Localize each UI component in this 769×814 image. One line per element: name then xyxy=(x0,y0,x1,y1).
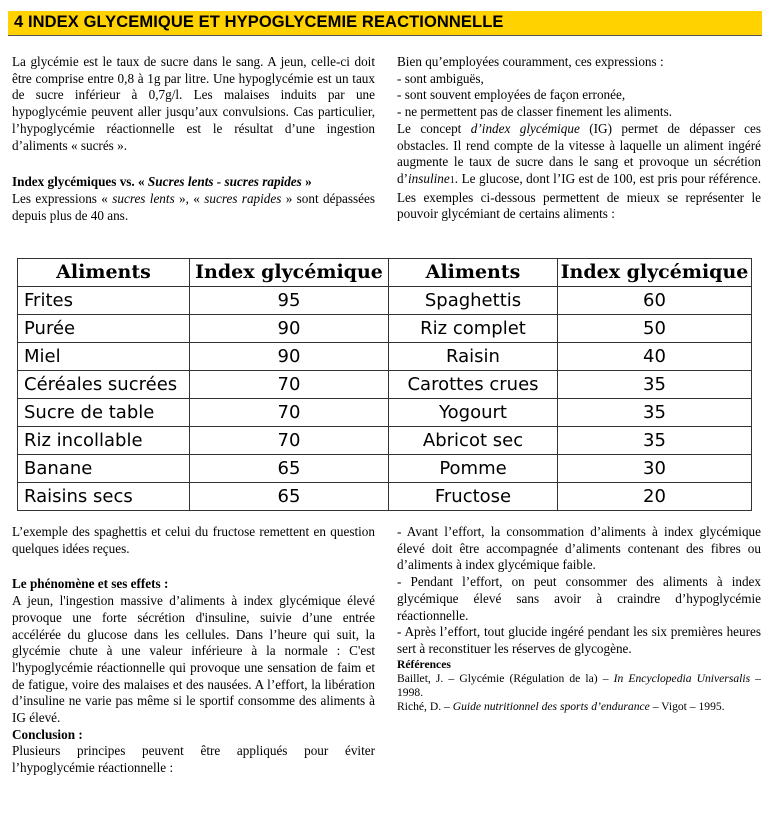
conclusion-heading: Conclusion : xyxy=(12,726,83,742)
table-row xyxy=(18,371,752,399)
food-cell: Fructose xyxy=(389,483,558,511)
intro-paragraph: La glycémie est le taux de sucre dans le sang. A jeun, celle-ci doit être comprise entre 0,8 à 1g par litre. Une hypoglycémie est un taux de sucre inférieur à 0,7g/l. Les malaises induits par une hypoglycémie peuvent aller jusqu’aux convulsions. Cas particulier, l’hypoglycémie réactionnelle est le résultat d’une ingestion d’aliments « sucrés ». xyxy=(12,54,375,153)
text-italic: sucres lents xyxy=(112,190,175,206)
list-item: - sont souvent employées de façon erronée, xyxy=(397,87,626,103)
list-item: - ne permettent pas de classer finement les aliments. xyxy=(397,104,673,120)
intro-right-column xyxy=(397,54,761,223)
table-row xyxy=(18,315,752,343)
header-index: Index glycémique xyxy=(190,259,389,287)
header-aliments: Aliments xyxy=(389,259,558,287)
index-cell: 95 xyxy=(190,287,389,315)
references-heading: Références xyxy=(397,657,451,671)
table-row xyxy=(18,399,752,427)
index-cell: 90 xyxy=(190,315,389,343)
food-cell: Raisin xyxy=(389,343,558,371)
food-cell: Frites xyxy=(18,287,190,315)
list-item: - sont ambiguës, xyxy=(397,70,484,86)
right-lead: Bien qu’employées couramment, ces expressions : xyxy=(397,54,664,69)
text-italic: In Encyclopedia Universalis xyxy=(613,671,751,685)
table-row xyxy=(18,287,752,315)
text-part: Les expressions « xyxy=(12,190,113,206)
table-row xyxy=(18,427,752,455)
food-cell: Pomme xyxy=(389,455,558,483)
index-cell: 35 xyxy=(558,399,752,427)
table-row xyxy=(18,343,752,371)
table-row xyxy=(18,483,752,511)
section-heading-sucres xyxy=(12,174,375,191)
index-cell: 40 xyxy=(558,343,752,371)
header-aliments: Aliments xyxy=(18,259,190,287)
index-cell: 35 xyxy=(558,371,752,399)
index-cell: 35 xyxy=(558,427,752,455)
heading-italic: Sucres lents - sucres rapides xyxy=(147,174,302,190)
text-part: Le concept xyxy=(397,120,471,136)
text-italic: Guide nutritionnel des sports d’endurance xyxy=(452,700,650,714)
references-block xyxy=(397,658,761,715)
text-part: – 1998. xyxy=(397,671,761,700)
index-cell: 50 xyxy=(558,315,752,343)
text-part: Riché, D. – xyxy=(397,700,453,714)
food-cell: Carottes crues xyxy=(389,371,558,399)
index-cell: 90 xyxy=(190,343,389,371)
food-cell: Riz incollable xyxy=(18,427,190,455)
title-banner xyxy=(8,11,762,36)
reference-item xyxy=(397,700,761,714)
food-cell: Céréales sucrées xyxy=(18,371,190,399)
food-cell: Riz complet xyxy=(389,315,558,343)
index-cell: 60 xyxy=(558,287,752,315)
glycemic-index-table xyxy=(17,258,752,511)
section-paragraph-sucres xyxy=(12,191,375,224)
reference-item xyxy=(397,672,761,700)
bottom-right-column xyxy=(397,524,761,714)
index-cell: 30 xyxy=(558,455,752,483)
bottom-left-column xyxy=(12,524,375,777)
food-cell: Banane xyxy=(18,455,190,483)
table-row xyxy=(18,455,752,483)
food-cell: Yogourt xyxy=(389,399,558,427)
food-cell: Spaghettis xyxy=(389,287,558,315)
intro-left-column xyxy=(12,54,375,224)
phenomenon-heading: Le phénomène et ses effets : xyxy=(12,576,169,592)
phenomenon-paragraph: A jeun, l'ingestion massive d’aliments à index glycémique élevé provoque une forte sécrétion d'insuline, suivie d’une entrée accélérée du glucose dans les cellules. Dans l’heure qui suit, la glycémie chute à une valeur inférieure à la normale : C'est l'hypoglycémie réactionnelle qui provoque une sensation de faim et de fatigue, voire des malaises et des nausées. A l’effort, la libération d’insuline ne varie pas même si le sportif consomme des aliments à IG élevé. xyxy=(12,593,375,726)
index-cell: 70 xyxy=(190,371,389,399)
food-cell: Miel xyxy=(18,343,190,371)
conclusion-paragraph: Plusieurs principes peuvent être appliqués pour éviter l’hypoglycémie réactionnelle : xyxy=(12,743,375,776)
text-italic: sucres rapides xyxy=(204,190,282,206)
text-part: – Vigot – 1995. xyxy=(649,700,725,714)
food-cell: Purée xyxy=(18,315,190,343)
heading-prefix: Index glycémiques vs. « xyxy=(12,174,148,190)
header-index: Index glycémique xyxy=(558,259,752,287)
spaghetti-paragraph: L’exemple des spaghettis et celui du fructose remettent en question quelques idées reçues. xyxy=(12,524,375,556)
index-cell: 70 xyxy=(190,427,389,455)
food-cell: Sucre de table xyxy=(18,399,190,427)
text-italic: d’index glycémique xyxy=(470,120,580,136)
index-cell: 20 xyxy=(558,483,752,511)
bullet-before-effort: - Avant l’effort, la consommation d’aliments à index glycémique élevé doit être accompagnée d’aliments contenant des fibres ou d’aliments à index glycémique faible. xyxy=(397,524,761,573)
page-title: 4 INDEX GLYCEMIQUE ET HYPOGLYCEMIE REACTIONNELLE xyxy=(14,13,504,31)
text-part: . Le glucose, dont l’IG est de 100, est pris pour référence. Les exemples ci-dessous permettent de mieux se représenter le pouvoir glycémiant de certains aliments : xyxy=(397,170,761,222)
bullet-during-effort: - Pendant l’effort, on peut consommer des aliments à index glycémique élevé sans avoir à craindre d’hypoglycémie réactionnelle. xyxy=(397,574,761,623)
ig-concept-paragraph xyxy=(397,121,761,223)
text-part: », « xyxy=(174,190,205,206)
food-cell: Abricot sec xyxy=(389,427,558,455)
index-cell: 65 xyxy=(190,483,389,511)
text-part: (IG) permet de dépasser ces obstacles. Il rend compte de la vitesse à laquelle un aliment ingéré augmente le taux de sucre dans le sang et provoque un sécrétion d’ xyxy=(397,120,762,186)
food-cell: Raisins secs xyxy=(18,483,190,511)
heading-suffix: » xyxy=(301,174,312,190)
table-header-row xyxy=(18,259,752,287)
index-cell: 65 xyxy=(190,455,389,483)
index-cell: 70 xyxy=(190,399,389,427)
text-part: » sont dépassées depuis plus de 40 ans. xyxy=(12,190,376,223)
text-part: Baillet, J. – Glycémie (Régulation de la) – xyxy=(397,671,614,685)
bullet-after-effort: - Après l’effort, tout glucide ingéré pendant les six premières heures sert à reconstituer les réserves de glycogène. xyxy=(397,624,761,656)
footnote-mark: 1 xyxy=(449,174,455,186)
text-italic: insuline xyxy=(408,170,450,186)
